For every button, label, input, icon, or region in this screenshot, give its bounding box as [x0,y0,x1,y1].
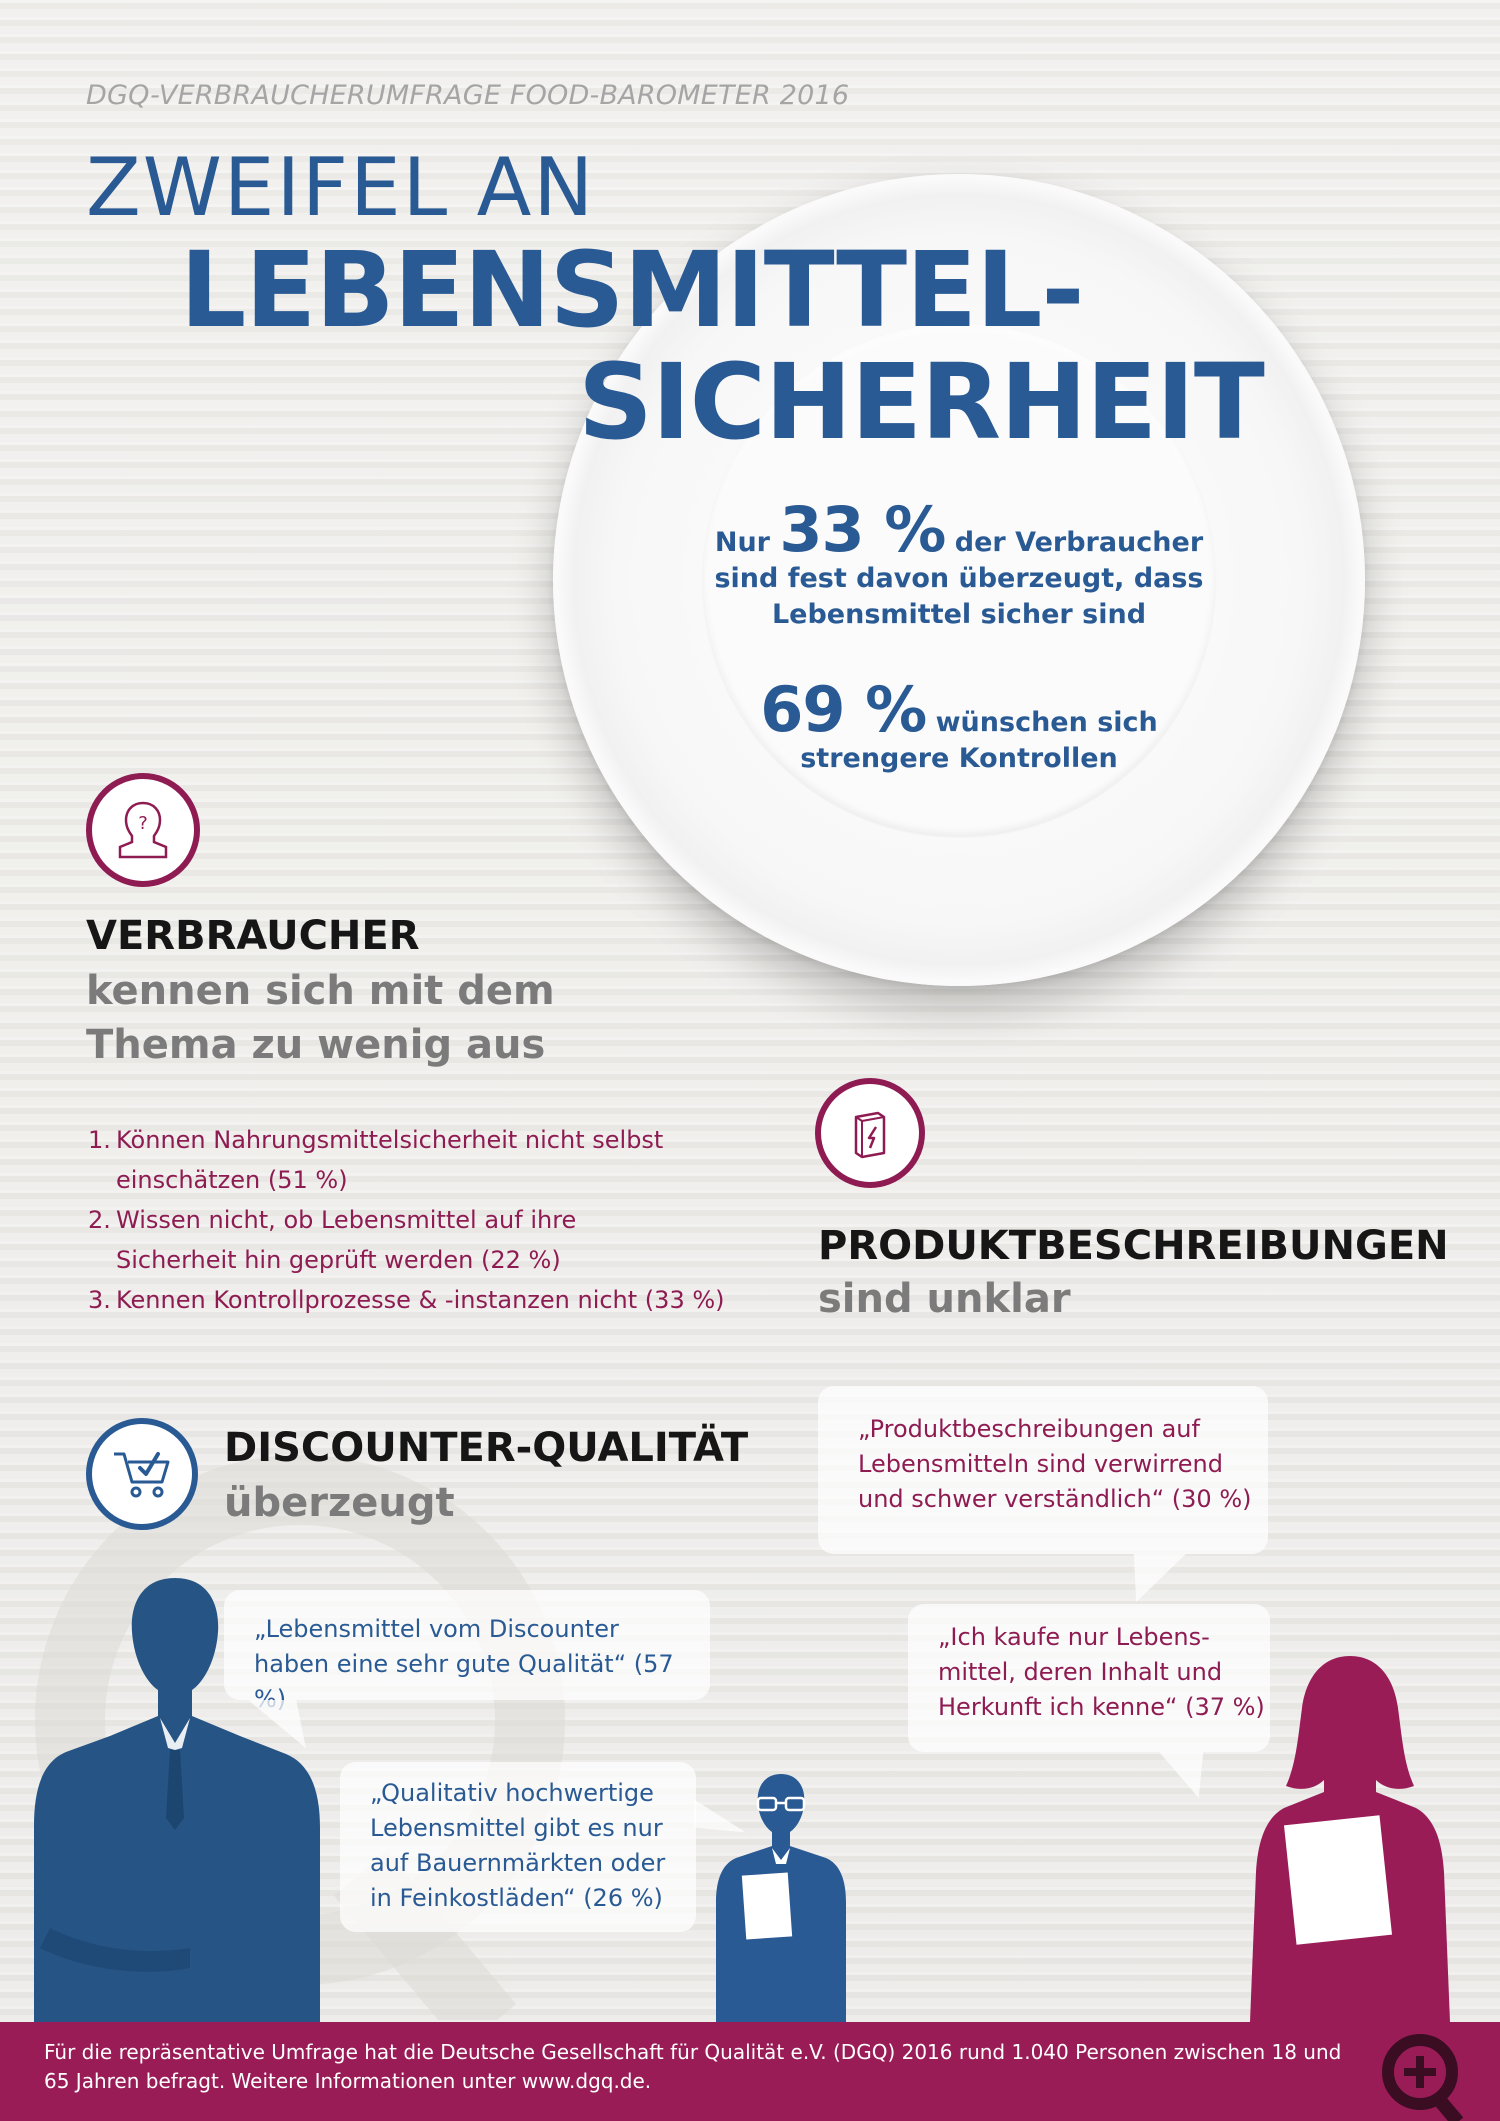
consumers-sub-line2: Thema zu wenig aus [86,1022,546,1068]
list-item-line2: einschätzen (51 %) [116,1166,348,1194]
man-with-tablet-silhouette [706,1768,856,2022]
header-kicker: DGQ-VERBRAUCHERUMFRAGE FOOD-BAROMETER 2016 [86,80,850,111]
plate-stat-stricter-controls [553,673,1365,777]
dgq-logo-icon [1370,2026,1476,2121]
products-sub: sind unklar [818,1276,1071,1322]
quote-line: „Qualitativ hochwertige [370,1779,654,1807]
quote-line: Lebensmitteln sind verwirrend [858,1450,1223,1478]
products-quote-2 [908,1604,1270,1752]
list-item-number: 1. [88,1126,111,1154]
quote-line: Lebensmittel gibt es nur [370,1814,663,1842]
quote-line: in Feinkostläden“ (26 %) [370,1884,663,1912]
list-item-number: 3. [88,1286,111,1314]
stat1-text2: sind fest davon überzeugt, dass [714,563,1204,594]
stat2-text2: strengere Kontrollen [800,743,1118,774]
quote-line: „Ich kaufe nur Lebens- [938,1623,1210,1651]
quote-line: „Lebensmittel vom Discounter [254,1615,619,1643]
list-item-line1: Können Nahrungsmittelsicherheit nicht selbst [116,1126,664,1154]
stat2-text1: wünschen sich [935,707,1158,738]
consumers-heading: VERBRAUCHER [86,913,420,959]
quote-line: Herkunft ich kenne“ (37 %) [938,1693,1265,1721]
list-item [86,1280,756,1320]
discounter-quote-2 [340,1762,696,1932]
title-line-2: LEBENSMITTEL- [180,229,1084,351]
consumers-list [86,1120,756,1320]
stat1-text1: der Verbraucher [954,527,1204,558]
list-item-line2: Sicherheit hin geprüft werden (22 %) [116,1246,561,1274]
product-box-icon [815,1078,925,1188]
stat1-text3: Lebensmittel sicher sind [771,599,1147,630]
quote-line: „Produktbeschreibungen auf [858,1415,1200,1443]
quote-line: haben eine sehr gute Qualität“ (57 %) [254,1650,674,1713]
footer-line1: Für die repräsentative Umfrage hat die Deutsche Gesellschaft für Qualität e.V. (DGQ) 2016 rund 1.040 Personen zwischen 18 und [44,2040,1342,2064]
stat2-number: 69 % [760,673,927,746]
shopping-cart-icon [86,1418,198,1530]
title-line-3: SICHERHEIT [578,341,1264,463]
discounter-quote-1 [224,1590,710,1713]
products-heading: PRODUKTBESCHREIBUNGEN [818,1223,1449,1269]
footer-line2: 65 Jahren befragt. Weitere Informationen unter www.dgq.de. [44,2069,652,2093]
quote-tail [1159,1752,1224,1798]
list-item-line1: Kennen Kontrollprozesse & -instanzen nicht (33 %) [116,1286,725,1314]
products-quote-1 [818,1386,1268,1554]
person-question-icon [86,773,200,887]
quote-line: auf Bauernmärkten oder [370,1849,666,1877]
list-item-number: 2. [88,1206,111,1234]
quote-line: und schwer verständlich“ (30 %) [858,1485,1252,1513]
woman-silhouette [1240,1652,1460,2022]
discounter-heading: DISCOUNTER-QUALITÄT [224,1425,749,1471]
consumers-sub-line1: kennen sich mit dem [86,968,555,1014]
footer-text [44,2038,1344,2096]
plate-stat-consumers-convinced [553,493,1365,633]
quote-tail [1106,1554,1186,1602]
list-item [86,1120,756,1200]
list-item [86,1200,756,1280]
title-line-1: ZWEIFEL AN [86,141,596,234]
discounter-sub: überzeugt [224,1480,455,1526]
stat1-number: 33 % [779,493,946,566]
stat1-prefix: Nur [714,527,770,558]
quote-line: mittel, deren Inhalt und [938,1658,1223,1686]
list-item-line1: Wissen nicht, ob Lebensmittel auf ihre [116,1206,577,1234]
svg-text:?: ? [138,813,148,834]
